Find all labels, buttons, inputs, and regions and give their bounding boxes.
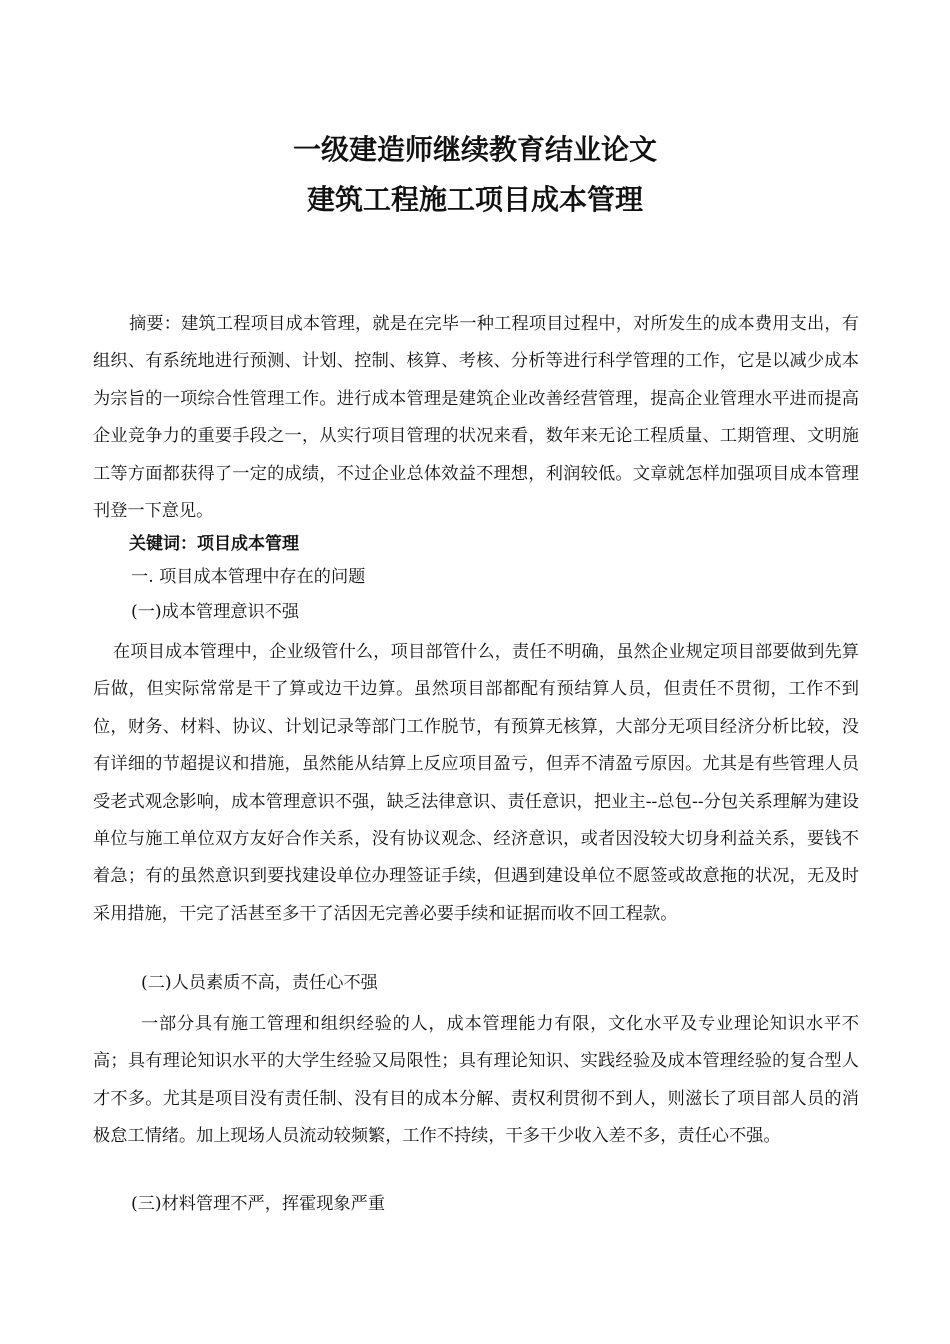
body-paragraph-2: 一部分具有施工管理和组织经验的人，成本管理能力有限，文化水平及专业理论知识水平不高；具有理论知识水平的大学生经验又局限性；具有理论知识、实践经验及成本管理经验的复合型人才不多。尤其是项目没有责任制、没有目的成本分解、责权利贯彻不到人，则滋长了项目部人员的消极怠工情绪。加上现场人员流动较频繁，工作不持续，干多干少收入差不多，责任心不强。 (93, 1014, 859, 1147)
body-paragraph-1: 在项目成本管理中，企业级管什么，项目部管什么，责任不明确，虽然企业规定项目部要做到先算后做，但实际常常是干了算或边干边算。虽然项目部都配有预结算人员，但责任不贯彻，工作不到位，财务、材料、协议、计划记录等部门工作脱节，有预算无核算，大部分无项目经济分析比较，没有详细的节超提议和措施，虽然能从结算上反应项目盈亏，但弄不清盈亏原因。尤其是有些管理人员受老式观念影响，成本管理意识不强，缺乏法律意识、责任意识，把业主--总包--分包关系理解为建设单位与施工单位双方友好合作关系，没有协议观念、经济意识，或者因没较大切身利益关系，要钱不着急；有的虽然意识到要找建设单位办理签证手续，但遇到建设单位不愿签或故意拖的状况，无及时采用措施，干完了活甚至多干了活因无完善必要手续和证据而收不回工程款。 (93, 642, 859, 924)
keywords-line: 关键词：项目成本管理 (129, 534, 299, 554)
abstract-paragraph: 摘要：建筑工程项目成本管理，就是在完毕一种工程项目过程中，对所发生的成本费用支出，有组织、有系统地进行预测、计划、控制、核算、考核、分析等进行科学管理的工作，它是以减少成本为宗旨的一项综合性管理工作。进行成本管理是建筑企业改善经营管理，提高企业管理水平进而提高企业竞争力的重要手段之一，从实行项目管理的状况来看，数年来无论工程质量、工期管理、文明施工等方面都获得了一定的成绩，不过企业总体效益不理想，利润较低。文章就怎样加强项目成本管理刊登一下意见。 (93, 314, 859, 522)
subsection-heading-1: (一)成本管理意识不强 (131, 602, 300, 622)
document-subtitle: 建筑工程施工项目成本管理 (306, 183, 643, 216)
subsection-heading-2: (二)人员素质不高，责任心不强 (141, 973, 378, 993)
subsection-heading-3: (三)材料管理不严，挥霍现象严重 (131, 1194, 386, 1214)
section-heading-1: 一. 项目成本管理中存在的问题 (131, 567, 366, 587)
document-title: 一级建造师继续教育结业论文 (292, 133, 657, 166)
